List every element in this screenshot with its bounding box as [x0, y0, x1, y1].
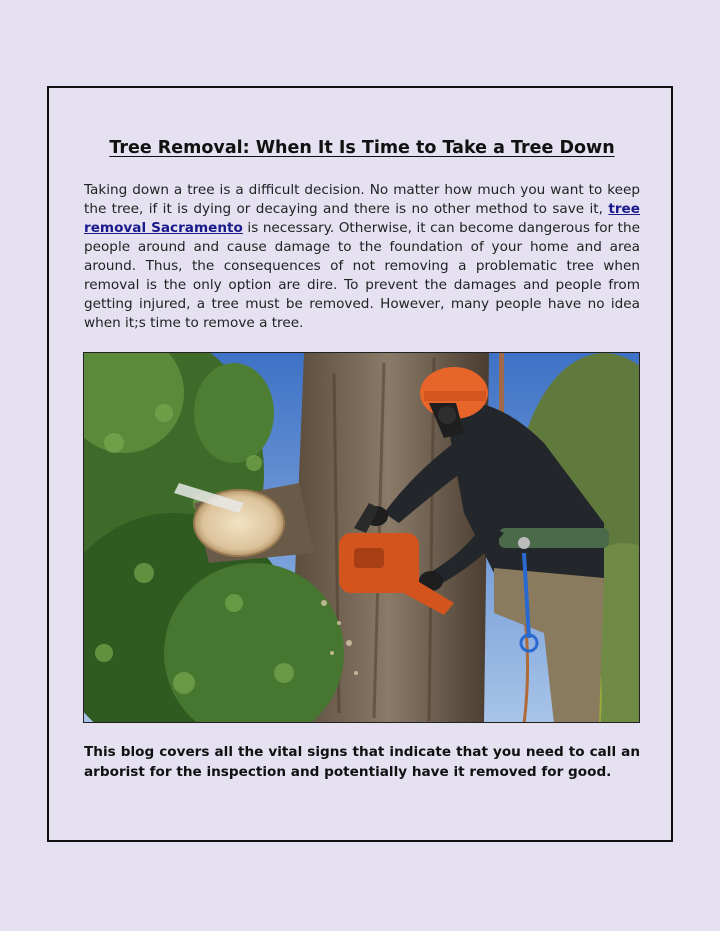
document-title: Tree Removal: When It Is Time to Take a Tree Down — [109, 138, 615, 158]
arborist-photo — [83, 352, 640, 723]
closing-paragraph: This blog covers all the vital signs that indicate that you need to call an arborist for the inspection and potentially have it removed for good. — [84, 744, 640, 780]
arborist-chainsaw-illustration — [84, 353, 640, 723]
intro-text-start: Taking down a tree is a difficult decision. No matter how much you want to keep the tree, if it is dying or decaying and there is no other method to save it, — [84, 182, 640, 217]
intro-paragraph — [84, 181, 640, 333]
tree-removal-sacramento-link[interactable]: tree removal Sacramento — [84, 201, 640, 236]
intro-text-end: is necessary. Otherwise, it can become dangerous for the people around and cause damage to the foundation of your home and area around. Thus, the consequences of not removing a problematic tree when removal is the only option are dire. To prevent the damages and people from getting injured, a tree must be removed. However, many people have no idea when it;s time to remove a tree. — [84, 220, 640, 331]
